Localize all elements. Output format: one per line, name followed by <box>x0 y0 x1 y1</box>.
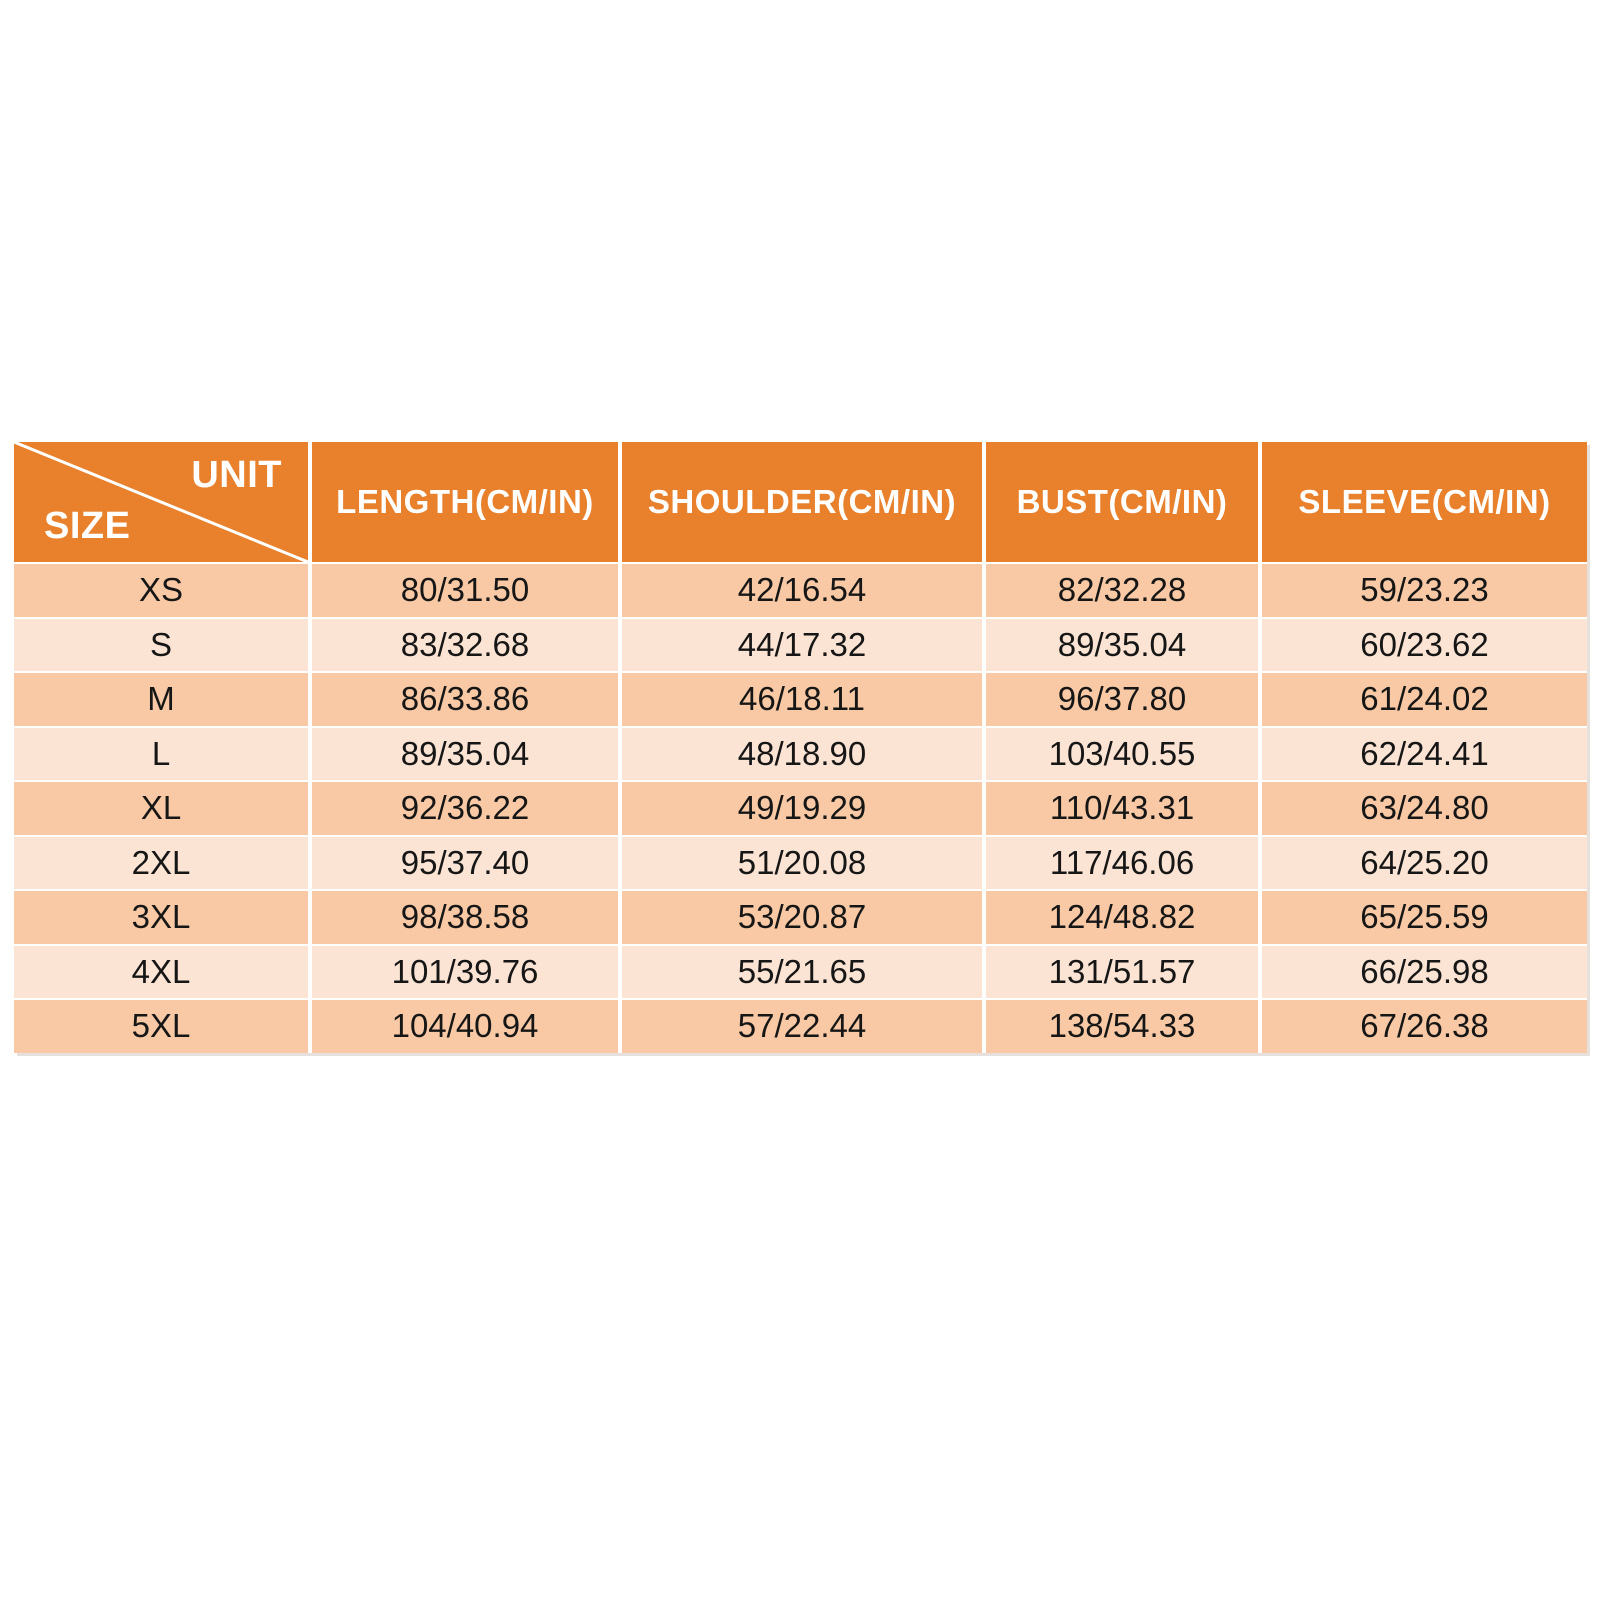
size-cell: M <box>14 673 308 726</box>
size-cell: 5XL <box>14 1000 308 1053</box>
size-cell: L <box>14 728 308 781</box>
value-cell: 48/18.90 <box>622 728 982 781</box>
value-cell: 66/25.98 <box>1262 946 1587 999</box>
value-cell: 89/35.04 <box>312 728 618 781</box>
value-cell: 104/40.94 <box>312 1000 618 1053</box>
value-cell: 117/46.06 <box>986 837 1258 890</box>
value-cell: 138/54.33 <box>986 1000 1258 1053</box>
column-header: BUST(CM/IN) <box>986 442 1258 562</box>
size-cell: 2XL <box>14 837 308 890</box>
column-header: SHOULDER(CM/IN) <box>622 442 982 562</box>
value-cell: 124/48.82 <box>986 891 1258 944</box>
value-cell: 82/32.28 <box>986 564 1258 617</box>
size-chart-table <box>14 442 1587 1053</box>
value-cell: 59/23.23 <box>1262 564 1587 617</box>
value-cell: 110/43.31 <box>986 782 1258 835</box>
value-cell: 101/39.76 <box>312 946 618 999</box>
value-cell: 63/24.80 <box>1262 782 1587 835</box>
value-cell: 42/16.54 <box>622 564 982 617</box>
corner-unit-label: UNIT <box>191 454 282 496</box>
value-cell: 86/33.86 <box>312 673 618 726</box>
column-header: LENGTH(CM/IN) <box>312 442 618 562</box>
value-cell: 61/24.02 <box>1262 673 1587 726</box>
value-cell: 55/21.65 <box>622 946 982 999</box>
value-cell: 62/24.41 <box>1262 728 1587 781</box>
value-cell: 80/31.50 <box>312 564 618 617</box>
value-cell: 92/36.22 <box>312 782 618 835</box>
value-cell: 95/37.40 <box>312 837 618 890</box>
size-cell: XS <box>14 564 308 617</box>
value-cell: 103/40.55 <box>986 728 1258 781</box>
value-cell: 57/22.44 <box>622 1000 982 1053</box>
size-cell: 4XL <box>14 946 308 999</box>
size-cell: XL <box>14 782 308 835</box>
value-cell: 44/17.32 <box>622 619 982 672</box>
corner-size-label: SIZE <box>44 505 131 547</box>
value-cell: 49/19.29 <box>622 782 982 835</box>
value-cell: 131/51.57 <box>986 946 1258 999</box>
value-cell: 98/38.58 <box>312 891 618 944</box>
size-cell: 3XL <box>14 891 308 944</box>
value-cell: 89/35.04 <box>986 619 1258 672</box>
value-cell: 46/18.11 <box>622 673 982 726</box>
value-cell: 60/23.62 <box>1262 619 1587 672</box>
value-cell: 64/25.20 <box>1262 837 1587 890</box>
value-cell: 51/20.08 <box>622 837 982 890</box>
column-header: SLEEVE(CM/IN) <box>1262 442 1587 562</box>
value-cell: 67/26.38 <box>1262 1000 1587 1053</box>
value-cell: 53/20.87 <box>622 891 982 944</box>
value-cell: 96/37.80 <box>986 673 1258 726</box>
value-cell: 65/25.59 <box>1262 891 1587 944</box>
corner-cell <box>14 442 308 562</box>
size-cell: S <box>14 619 308 672</box>
value-cell: 83/32.68 <box>312 619 618 672</box>
